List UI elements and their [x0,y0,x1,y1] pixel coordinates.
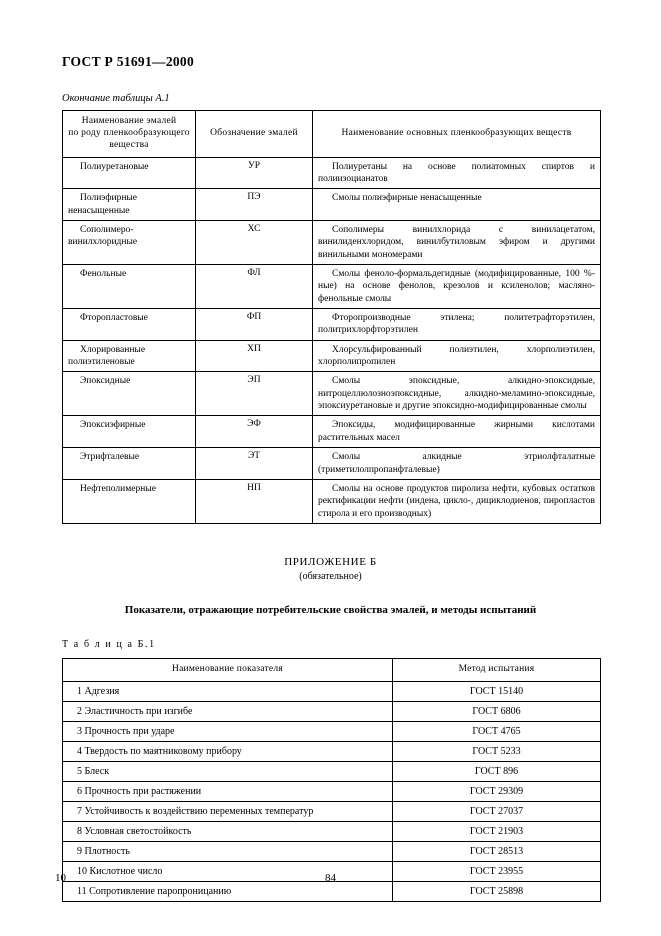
table-row [63,841,601,861]
table-b1-header-method: Метод испытания [393,659,601,682]
enamel-name-cell: Фторопластовые [63,309,196,341]
appendix-subtitle: (обязательное) [299,571,362,582]
table-continuation-note: Окончание таблицы А.1 [62,93,170,104]
table-a1-header-row [63,111,601,158]
enamel-name-cell: Сополимеро-винилхлоридные [63,221,196,265]
table-row [63,881,601,901]
indicator-name-cell: 4 Твердость по маятниковому прибору [63,741,393,761]
enamel-designation-cell: ХС [196,221,313,265]
table-row [63,479,601,523]
indicator-name-cell: 3 Прочность при ударе [63,721,393,741]
test-method-cell: ГОСТ 896 [393,761,601,781]
enamel-name-cell: Эпоксиэфирные [63,416,196,448]
test-method-cell: ГОСТ 4765 [393,721,601,741]
film-forming-substances-cell: Смолы феноло-формальдегидные (модифицированные, 100 %-ные) на основе фенолов, крезолов и ксиленолов; масляно-фенольные смолы [313,265,601,309]
film-forming-substances-cell: Хлорсульфированный полиэтилен, хлорполиэтилен, хлорполипропилен [313,340,601,372]
table-a1-header-name [63,111,196,158]
test-method-cell: ГОСТ 23955 [393,861,601,881]
film-forming-substances-cell: Сополимеры винилхлорида с винилацетатом, винилиденхлоридом, винилбутиловым эфиром и другими винильными мономерами [313,221,601,265]
table-row [63,448,601,480]
header-line: вещества [109,139,149,150]
test-method-cell: ГОСТ 5233 [393,741,601,761]
table-b1-label: Т а б л и ц а Б.1 [62,639,156,650]
test-method-cell: ГОСТ 28513 [393,841,601,861]
film-forming-substances-cell: Полиуретаны на основе полиатомных спиртов и полиизоцианатов [313,157,601,189]
enamel-name-cell: Полиуретановые [63,157,196,189]
test-method-cell: ГОСТ 6806 [393,701,601,721]
enamel-designation-cell: ЭФ [196,416,313,448]
indicator-name-cell: 10 Кислотное число [63,861,393,881]
enamel-name-cell: Эпоксидные [63,372,196,416]
table-a1-header-substances: Наименование основных пленкообразующих веществ [313,111,601,158]
enamel-designation-cell: ПЭ [196,189,313,221]
indicator-name-cell: 6 Прочность при растяжении [63,781,393,801]
enamel-name-cell: Этрифталевые [63,448,196,480]
enamel-name-cell: Фенольные [63,265,196,309]
header-line: по роду пленкообразующего [68,127,190,138]
table-row [63,781,601,801]
table-a1 [62,110,601,524]
table-b1-header-row [63,659,601,682]
table-row [63,701,601,721]
test-method-cell: ГОСТ 29309 [393,781,601,801]
table-row [63,741,601,761]
indicator-name-cell: 2 Эластичность при изгибе [63,701,393,721]
enamel-designation-cell: ЭП [196,372,313,416]
enamel-designation-cell: НП [196,479,313,523]
appendix-title: ПРИЛОЖЕНИЕ Б [284,556,377,568]
table-b1-header-indicator: Наименование показателя [63,659,393,682]
table-row [63,821,601,841]
indicator-name-cell: 9 Плотность [63,841,393,861]
table-row [63,157,601,189]
film-forming-substances-cell: Смолы на основе продуктов пиролиза нефти, кубовых остатков ректификации нефти (индена, цикло-, дициклодиенов, пиропластов стирола и его производных) [313,479,601,523]
indicator-name-cell: 11 Сопротивление паропроницанию [63,881,393,901]
indicator-name-cell: 1 Адгезия [63,681,393,701]
table-a1-header-designation: Обозначение эмалей [196,111,313,158]
enamel-name-cell: Хлорированные полиэтиленовые [63,340,196,372]
header-line: Наименование эмалей [81,116,177,126]
indicator-name-cell: 7 Устойчивость к воздействию переменных температур [63,801,393,821]
table-row [63,681,601,701]
table-row [63,416,601,448]
table-row [63,340,601,372]
table-row [63,721,601,741]
test-method-cell: ГОСТ 25898 [393,881,601,901]
enamel-designation-cell: УР [196,157,313,189]
test-method-cell: ГОСТ 21903 [393,821,601,841]
table-row [63,221,601,265]
film-forming-substances-cell: Смолы эпоксидные, алкидно-эпоксидные, нитроцеллюлозноэпоксидные, алкидно-меламино-эпоксидные, эпоксиуретановые и другие эпоксидно-модифицированные смолы [313,372,601,416]
appendix-heading: Показатели, отражающие потребительские свойства эмалей, и методы испытаний [124,604,537,616]
test-method-cell: ГОСТ 27037 [393,801,601,821]
table-row [63,309,601,341]
table-row [63,372,601,416]
film-forming-substances-cell: Фторопроизводные этилена; политетрафторэтилен, политрихлорфторэтилен [313,309,601,341]
table-row [63,761,601,781]
page-number-center: 84 [325,872,336,884]
page-number-left: 10 [55,872,66,884]
enamel-designation-cell: ЭТ [196,448,313,480]
indicator-name-cell: 8 Условная светостойкость [63,821,393,841]
film-forming-substances-cell: Смолы полиэфирные ненасыщенные [313,189,601,221]
enamel-designation-cell: ФП [196,309,313,341]
indicator-name-cell: 5 Блеск [63,761,393,781]
table-row [63,189,601,221]
film-forming-substances-cell: Смолы алкидные этриолфталатные (триметилолпропанфталевые) [313,448,601,480]
enamel-designation-cell: ФЛ [196,265,313,309]
test-method-cell: ГОСТ 15140 [393,681,601,701]
enamel-name-cell: Полиэфирные ненасыщенные [63,189,196,221]
enamel-name-cell: Нефтеполимерные [63,479,196,523]
table-row [63,801,601,821]
enamel-designation-cell: ХП [196,340,313,372]
film-forming-substances-cell: Эпоксиды, модифицированные жирными кислотами растительных масел [313,416,601,448]
standard-number-header: ГОСТ Р 51691—2000 [62,54,195,69]
table-b1 [62,658,601,902]
table-row [63,265,601,309]
